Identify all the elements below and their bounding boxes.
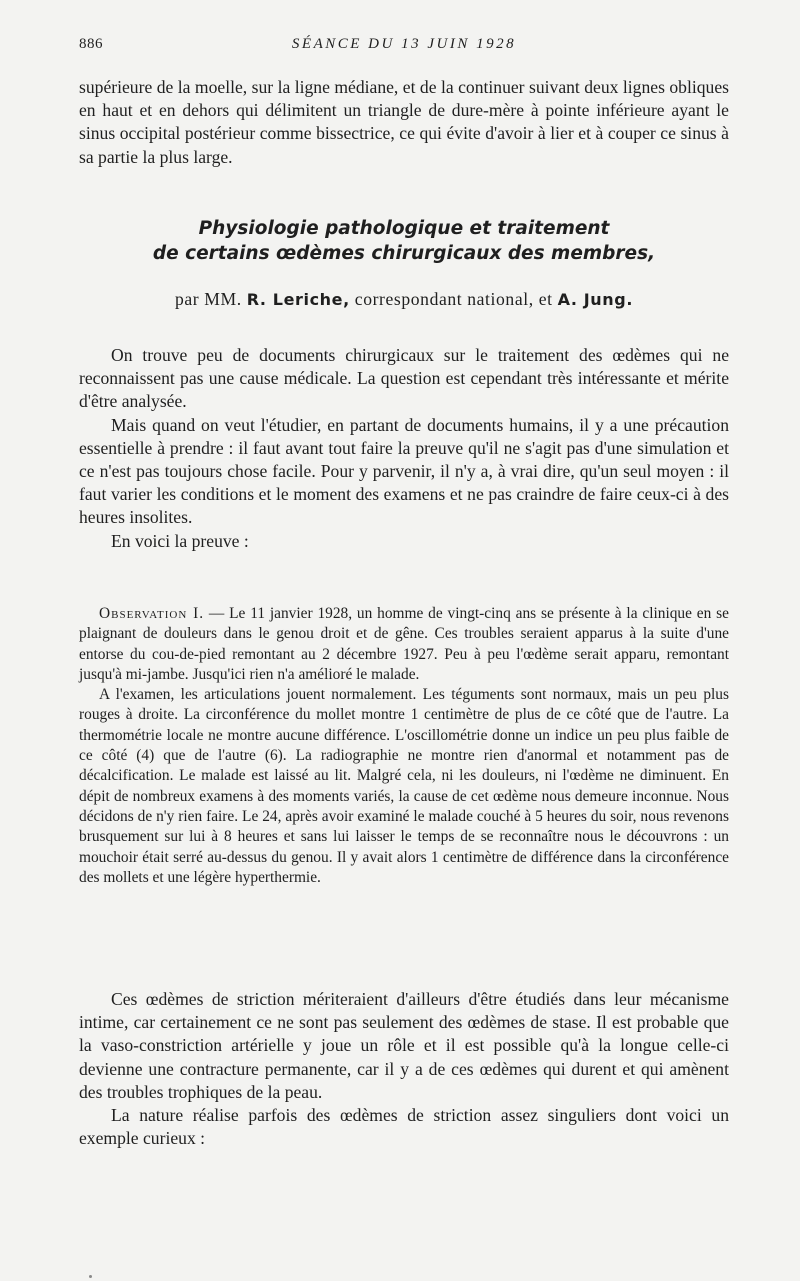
byline	[79, 289, 729, 310]
closing-paragraph-1: Ces œdèmes de striction mériteraient d'ailleurs d'être étudiés dans leur mécanisme intime, car certainement ce ne sont pas seulement des œdèmes de stase. Il est probable que la vaso-constriction artérielle y joue un rôle et il est possible qu'à la longue celle-ci devienne une contracture permanente, car il y a de ces œdèmes qui durent et qui amènent des troubles trophiques de la peau.	[79, 989, 729, 1102]
article-title-line-2: de certains œdèmes chirurgicaux des membres,	[152, 243, 656, 264]
closing-paragraph-2: La nature réalise parfois des œdèmes de striction assez singuliers dont voici un exemple curieux :	[79, 1105, 729, 1149]
page-number: 886	[79, 36, 103, 52]
author-leriche: R. Leriche,	[246, 290, 350, 309]
observation-paragraph-1	[79, 604, 729, 685]
ink-speck	[89, 1275, 92, 1278]
observation-label: Observation I.	[99, 605, 205, 622]
closing-section	[79, 988, 729, 1150]
observation-paragraph-1-text: — Le 11 janvier 1928, un homme de vingt-cinq ans se présente à la clinique en se plaignant de douleurs dans le genou droit et de gêne. Ces troubles seraient apparus à la suite d'une entorse du cou-de-pied remontant au 2 décembre 1927. Peu à peu l'œdème serait apparu, remontant jusqu'à mi-jambe. Jusqu'ici rien n'a amélioré le malade.	[79, 605, 729, 683]
intro-paragraph-1: On trouve peu de documents chirurgicaux sur le traitement des œdèmes qui ne reconnaissent pas une cause médicale. La question est cependant très intéressante et mérite d'être analysée.	[79, 345, 729, 412]
intro-paragraph-3: En voici la preuve :	[111, 530, 249, 551]
page-header	[79, 36, 729, 58]
continuation-text: supérieure de la moelle, sur la ligne médiane, et de la continuer suivant deux lignes obliques en haut et en dehors qui délimitent un triangle de dure-mère à pointe inférieure ayant le sinus occipital postérieur comme bissectrice, ce qui évite d'avoir à lier et à couper ce sinus à sa partie la plus large.	[79, 77, 729, 167]
intro-paragraph-2: Mais quand on veut l'étudier, en partant de documents humains, il y a une précaution essentielle à prendre : il faut avant tout faire la preuve qu'il ne s'agit pas d'une simulation et ce n'est pas toujours chose facile. Pour y parvenir, il n'y a, à vrai dire, qu'un seul moyen : il faut varier les conditions et le moment des examens et ne pas craindre de faire ceux-ci à des heures insolites.	[79, 414, 729, 528]
running-title: SÉANCE DU 13 JUIN 1928	[291, 36, 517, 52]
byline-prefix: par MM.	[174, 289, 242, 309]
article-title	[79, 216, 729, 266]
article-title-line-1: Physiologie pathologique et traitement	[198, 218, 610, 239]
byline-affiliation: correspondant national, et	[354, 289, 553, 309]
author-jung: A. Jung.	[557, 290, 634, 309]
observation-paragraph-2: A l'examen, les articulations jouent normalement. Les téguments sont normaux, mais un peu plus rouges à droite. La circonférence du mollet montre 1 centimètre de plus de ce côté que de l'autre. La thermométrie locale ne montre aucune différence. L'oscillométrie donne un indice un peu plus faible de ce côté (4) que de l'autre (6). La radiographie ne montre rien d'anormal et notamment pas de décalcification. Le malade est laissé au lit. Malgré cela, ni les douleurs, ni l'œdème ne diminuent. En dépit de nombreux examens à des moments variés, la cause de cet œdème nous demeure inconnue. Nous décidons de n'y rien faire. Le 24, après avoir examiné le malade couché à 5 heures du soir, nous revenons brusquement sur lui à 8 heures et sans lui laisser le temps de se reconnaître nous le découvrons : un mouchoir était serré au-dessus du genou. Il y avait alors 1 centimètre de différence dans la circonférence des mollets et une légère hyperthermie.	[79, 686, 729, 886]
continuation-paragraph	[79, 76, 729, 169]
observation-section	[79, 604, 729, 888]
intro-section	[79, 344, 729, 553]
